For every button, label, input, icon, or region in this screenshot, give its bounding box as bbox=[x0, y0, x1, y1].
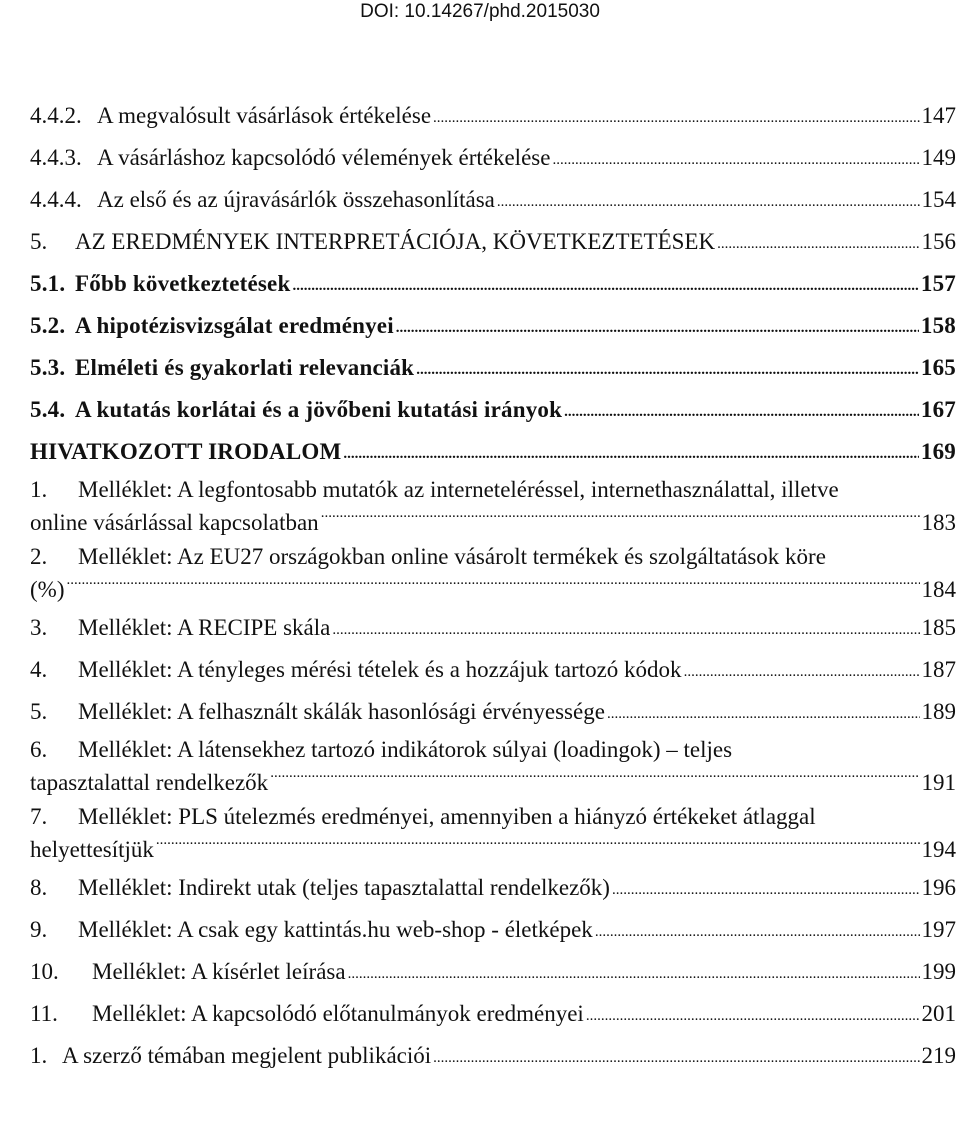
toc-entry-title: A szerző témában megjelent publikációi bbox=[62, 1043, 432, 1068]
toc-entry-5-2[interactable] bbox=[30, 305, 956, 347]
toc-entry-number: 5.4. bbox=[30, 397, 66, 422]
toc-entry-appendix-3[interactable] bbox=[30, 607, 956, 649]
toc-entry-appendix-8[interactable] bbox=[30, 867, 956, 909]
toc-entry-page: 196 bbox=[921, 875, 956, 900]
toc-entry-4-4-2[interactable] bbox=[30, 95, 956, 137]
dot-leader bbox=[332, 622, 919, 639]
toc-entry-title: Melléklet: A látensekhez tartozó indikátorok súlyai (loadingok) – teljes bbox=[78, 737, 733, 762]
toc-entry-page: 189 bbox=[921, 699, 956, 724]
toc-entry-title: HIVATKOZOTT IRODALOM bbox=[30, 439, 342, 464]
toc-entry-number: 7. bbox=[30, 804, 48, 829]
toc-entry-number: 2. bbox=[30, 544, 48, 569]
toc-entry-page: 184 bbox=[921, 577, 956, 602]
toc-entry-title: Melléklet: Indirekt utak (teljes tapasztalattal rendelkezők) bbox=[78, 875, 610, 900]
toc-entry-title: Melléklet: Az EU27 országokban online vásárolt termékek és szolgáltatások köre bbox=[78, 544, 826, 569]
toc-entry-page: 167 bbox=[920, 397, 956, 422]
toc-entry-page: 197 bbox=[921, 917, 956, 942]
toc-entry-appendix-5[interactable] bbox=[30, 691, 956, 733]
toc-entry-number: 5. bbox=[30, 229, 48, 254]
dot-leader bbox=[156, 823, 920, 857]
toc-entry-page: 194 bbox=[921, 837, 956, 862]
toc-entry-appendix-2[interactable] bbox=[30, 540, 956, 607]
toc-entry-page: 187 bbox=[921, 657, 956, 682]
toc-entry-title: Melléklet: A kísérlet leírása bbox=[92, 959, 346, 984]
toc-entry-5[interactable] bbox=[30, 221, 956, 263]
toc-entry-title-continued: tapasztalattal rendelkezők bbox=[30, 770, 269, 795]
doi-header: DOI: 10.14267/phd.2015030 bbox=[360, 1, 600, 22]
toc-entry-page: 169 bbox=[920, 439, 956, 464]
toc-entry-number: 4.4.4. bbox=[30, 187, 82, 212]
toc-entry-page: 199 bbox=[921, 959, 956, 984]
toc-entry-number: 10. bbox=[30, 959, 59, 984]
toc-entry-appendix-7[interactable] bbox=[30, 800, 956, 867]
toc-entry-title: Főbb következtetések bbox=[75, 271, 291, 296]
toc-entry-page: 147 bbox=[921, 103, 956, 128]
toc-entry-title: Melléklet: A RECIPE skála bbox=[78, 615, 331, 640]
dot-leader bbox=[348, 966, 920, 983]
dot-leader bbox=[552, 152, 919, 169]
toc-entry-page: 191 bbox=[921, 770, 956, 795]
toc-entry-number: 3. bbox=[30, 615, 48, 640]
dot-leader bbox=[66, 563, 919, 597]
dot-leader bbox=[292, 278, 918, 295]
toc-entry-number: 4.4.3. bbox=[30, 145, 82, 170]
dot-leader bbox=[717, 236, 919, 253]
dot-leader bbox=[586, 1008, 920, 1025]
toc-entry-appendix-10[interactable] bbox=[30, 951, 956, 993]
toc-entry-5-3[interactable] bbox=[30, 347, 956, 389]
dot-leader bbox=[396, 320, 919, 337]
toc-entry-number: 5.1. bbox=[30, 271, 66, 296]
toc-entry-title: Melléklet: A felhasznált skálák hasonlósági érvényessége bbox=[78, 699, 605, 724]
toc-entry-4-4-4[interactable] bbox=[30, 179, 956, 221]
toc-entry-title: Melléklet: A legfontosabb mutatók az interneteléréssel, internethasználattal, illetve bbox=[78, 477, 839, 502]
toc-entry-number: 5.2. bbox=[30, 313, 66, 338]
toc-entry-page: 154 bbox=[921, 187, 956, 212]
toc-entry-title: Melléklet: A kapcsolódó előtanulmányok eredményei bbox=[92, 1001, 584, 1026]
toc-entry-number: 11. bbox=[30, 1001, 58, 1026]
toc-entry-appendix-4[interactable] bbox=[30, 649, 956, 691]
toc-entry-page: 158 bbox=[920, 313, 956, 338]
toc-entry-number: 1. bbox=[30, 1043, 48, 1068]
toc-entry-number: 6. bbox=[30, 737, 48, 762]
toc-entry-page: 219 bbox=[921, 1043, 956, 1068]
toc-entry-appendix-11[interactable] bbox=[30, 993, 956, 1035]
dot-leader bbox=[270, 756, 919, 790]
dot-leader bbox=[684, 664, 920, 681]
dot-leader bbox=[595, 924, 920, 941]
toc-entry-number: 5. bbox=[30, 699, 48, 724]
toc-entry-page: 183 bbox=[921, 510, 956, 535]
dot-leader bbox=[416, 362, 919, 379]
toc-entry-4-4-3[interactable] bbox=[30, 137, 956, 179]
toc-entry-title-continued: helyettesítjük bbox=[30, 837, 154, 862]
toc-entry-title-continued: (%) bbox=[30, 577, 65, 602]
toc-entry-number: 4. bbox=[30, 657, 48, 682]
toc-entry-title-continued: online vásárlással kapcsolatban bbox=[30, 510, 319, 535]
dot-leader bbox=[433, 110, 919, 127]
dot-leader bbox=[433, 1050, 919, 1067]
dot-leader bbox=[612, 882, 920, 899]
toc-entry-5-1[interactable] bbox=[30, 263, 956, 305]
dot-leader bbox=[607, 706, 920, 723]
toc-entry-title: A hipotézisvizsgálat eredményei bbox=[75, 313, 394, 338]
toc-entry-5-4[interactable] bbox=[30, 389, 956, 431]
toc-entry-publications[interactable] bbox=[30, 1035, 956, 1077]
toc-entry-title: AZ EREDMÉNYEK INTERPRETÁCIÓJA, KÖVETKEZTETÉSEK bbox=[75, 229, 716, 254]
toc-entry-page: 157 bbox=[920, 271, 956, 296]
toc-entry-title: A megvalósult vásárlások értékelése bbox=[97, 103, 432, 128]
toc-entry-page: 185 bbox=[921, 615, 956, 640]
dot-leader bbox=[343, 446, 919, 463]
toc-entry-page: 165 bbox=[920, 355, 956, 380]
toc-entry-title: Az első és az újravásárlók összehasonlítása bbox=[97, 187, 495, 212]
toc-entry-page: 201 bbox=[921, 1001, 956, 1026]
toc-entry-title: Melléklet: A csak egy kattintás.hu web-shop - életképek bbox=[78, 917, 593, 942]
toc-entry-number: 4.4.2. bbox=[30, 103, 82, 128]
toc-entry-number: 1. bbox=[30, 477, 48, 502]
toc-entry-title: A vásárláshoz kapcsolódó vélemények értékelése bbox=[97, 145, 551, 170]
toc-entry-appendix-6[interactable] bbox=[30, 733, 956, 800]
dot-leader bbox=[497, 194, 920, 211]
toc-entry-number: 5.3. bbox=[30, 355, 66, 380]
toc-entry-number: 9. bbox=[30, 917, 48, 942]
toc-entry-references[interactable] bbox=[30, 431, 956, 473]
toc-entry-appendix-9[interactable] bbox=[30, 909, 956, 951]
toc-entry-number: 8. bbox=[30, 875, 48, 900]
toc-entry-page: 149 bbox=[921, 145, 956, 170]
toc-entry-title: Melléklet: A tényleges mérési tételek és a hozzájuk tartozó kódok bbox=[78, 657, 682, 682]
toc-entry-page: 156 bbox=[921, 229, 956, 254]
toc-entry-appendix-1[interactable] bbox=[30, 473, 956, 540]
toc-entry-title: Elméleti és gyakorlati relevanciák bbox=[75, 355, 415, 380]
dot-leader bbox=[321, 496, 920, 530]
dot-leader bbox=[564, 404, 919, 421]
toc-entry-title: A kutatás korlátai és a jövőbeni kutatási irányok bbox=[75, 397, 563, 422]
toc-entry-title: Melléklet: PLS útelezmés eredményei, amennyiben a hiányzó értékeket átlaggal bbox=[78, 804, 816, 829]
table-of-contents bbox=[30, 95, 956, 1077]
